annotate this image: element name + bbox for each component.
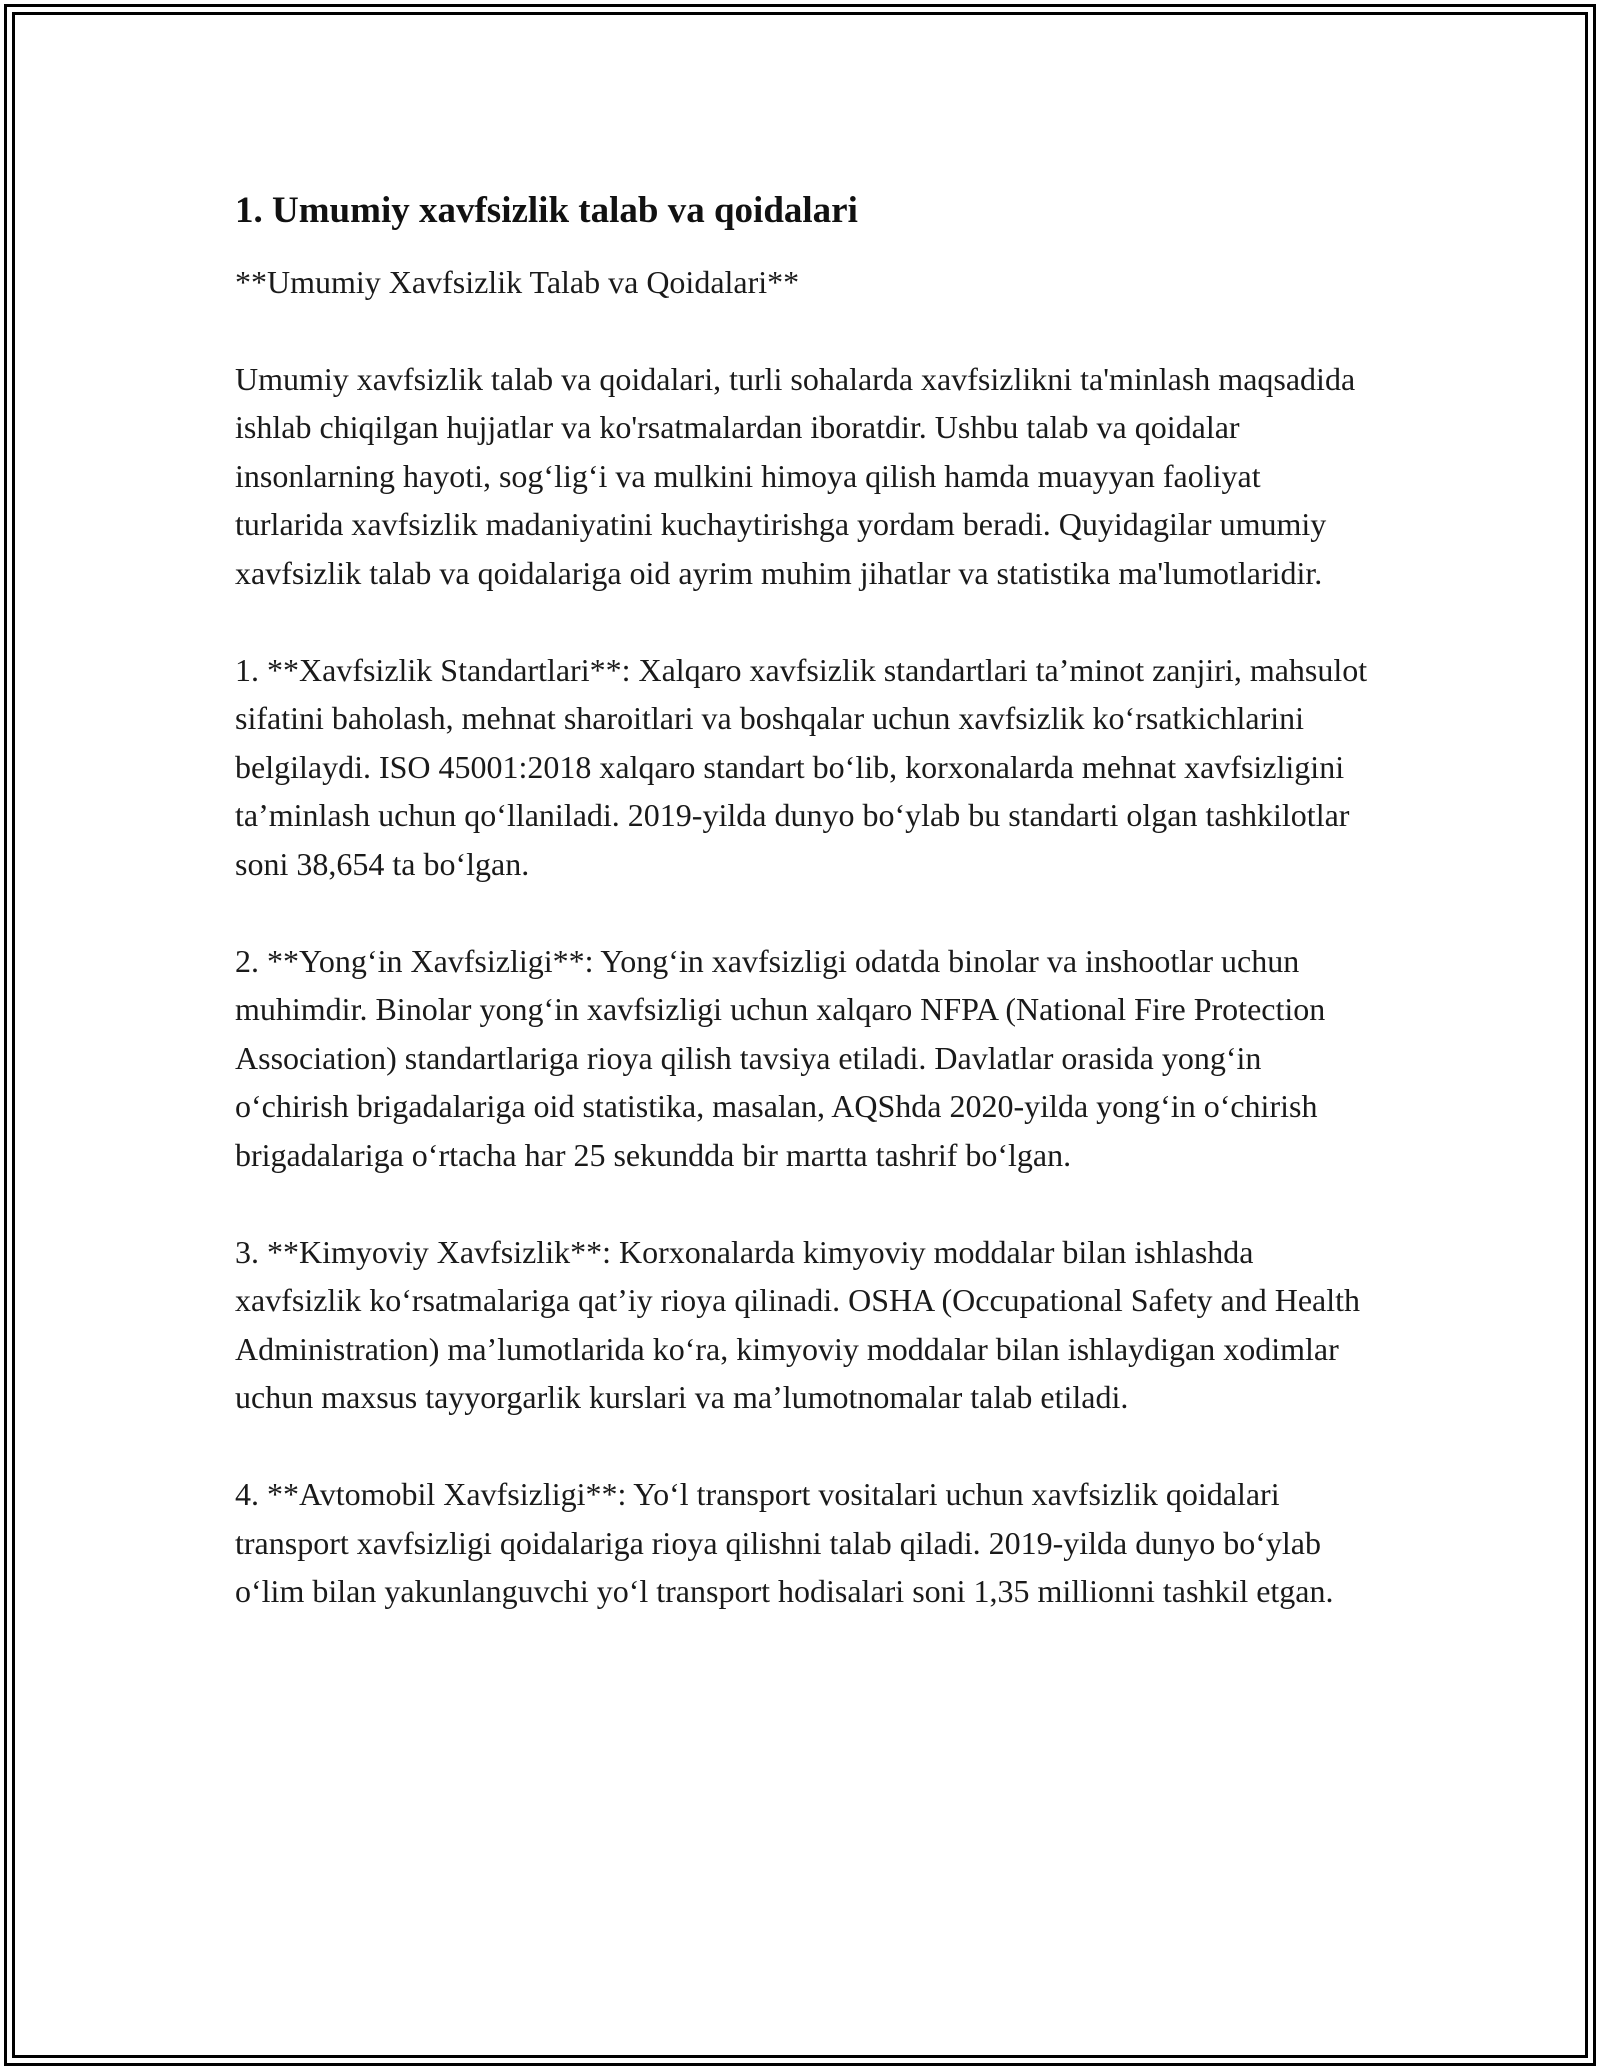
intro-paragraph: Umumiy xavfsizlik talab va qoidalari, turli sohalarda xavfsizlikni ta'minlash maqsadida ishlab chiqilgan hujjatlar va ko'rsatmalardan iboratdir. Ushbu talab va qoidalar insonlarning hayoti, sog‘lig‘i va mulkini himoya qilish hamda muayyan faoliyat turlarida xavfsizlik madaniyatini kuchaytirishga yordam beradi. Quyidagilar umumiy xavfsizlik talab va qoidalariga oid ayrim muhim jihatlar va statistika ma'lumotlaridir.: [235, 360, 1356, 591]
paragraph-fire-safety: 2. **Yong‘in Xavfsizligi**: Yong‘in xavfsizligi odatda binolar va inshootlar uchun muhimdir. Binolar yong‘in xavfsizligi uchun xalqaro NFPA (National Fire Protection Association) standartlariga rioya qilish tavsiya etiladi. Davlatlar orasida yong‘in o‘chirish brigadalariga oid statistika, masalan, AQShda 2020-yilda yong‘in o‘chirish brigadalariga o‘rtacha har 25 sekundda bir martta tashrif bo‘lgan.: [235, 942, 1326, 1173]
document-subtitle: **Umumiy Xavfsizlik Talab va Qoidalari**: [235, 264, 800, 300]
document-body: [235, 186, 1375, 1664]
paragraph-safety-standards: 1. **Xavfsizlik Standartlari**: Xalqaro xavfsizlik standartlari ta’minot zanjiri, mahsulot sifatini baholash, mehnat sharoitlari va boshqalar uchun xavfsizlik ko‘rsatkichlarini belgilaydi. ISO 45001:2018 xalqaro standart bo‘lib, korxonalarda mehnat xavfsizligini ta’minlash uchun qo‘llaniladi. 2019-yilda dunyo bo‘ylab bu standarti olgan tashkilotlar soni 38,654 ta bo‘lgan.: [235, 651, 1368, 882]
document-title: 1. Umumiy xavfsizlik talab va qoidalari: [235, 190, 858, 231]
paragraph-chemical-safety: 3. **Kimyoviy Xavfsizlik**: Korxonalarda kimyoviy moddalar bilan ishlashda xavfsizlik ko‘rsatmalariga qat’iy rioya qilinadi. OSHA (Occupational Safety and Health Administration) ma’lumotlarida ko‘ra, kimyoviy moddalar bilan ishlaydigan xodimlar uchun maxsus tayyorgarlik kurslari va ma’lumotnomalar talab etiladi.: [235, 1233, 1360, 1415]
paragraph-vehicle-safety: 4. **Avtomobil Xavfsizligi**: Yo‘l transport vositalari uchun xavfsizlik qoidalari transport xavfsizligi qoidalariga rioya qilishni talab qiladi. 2019-yilda dunyo bo‘ylab o‘lim bilan yakunlanguvchi yo‘l transport hodisalari soni 1,35 millionni tashkil etgan.: [235, 1476, 1334, 1609]
